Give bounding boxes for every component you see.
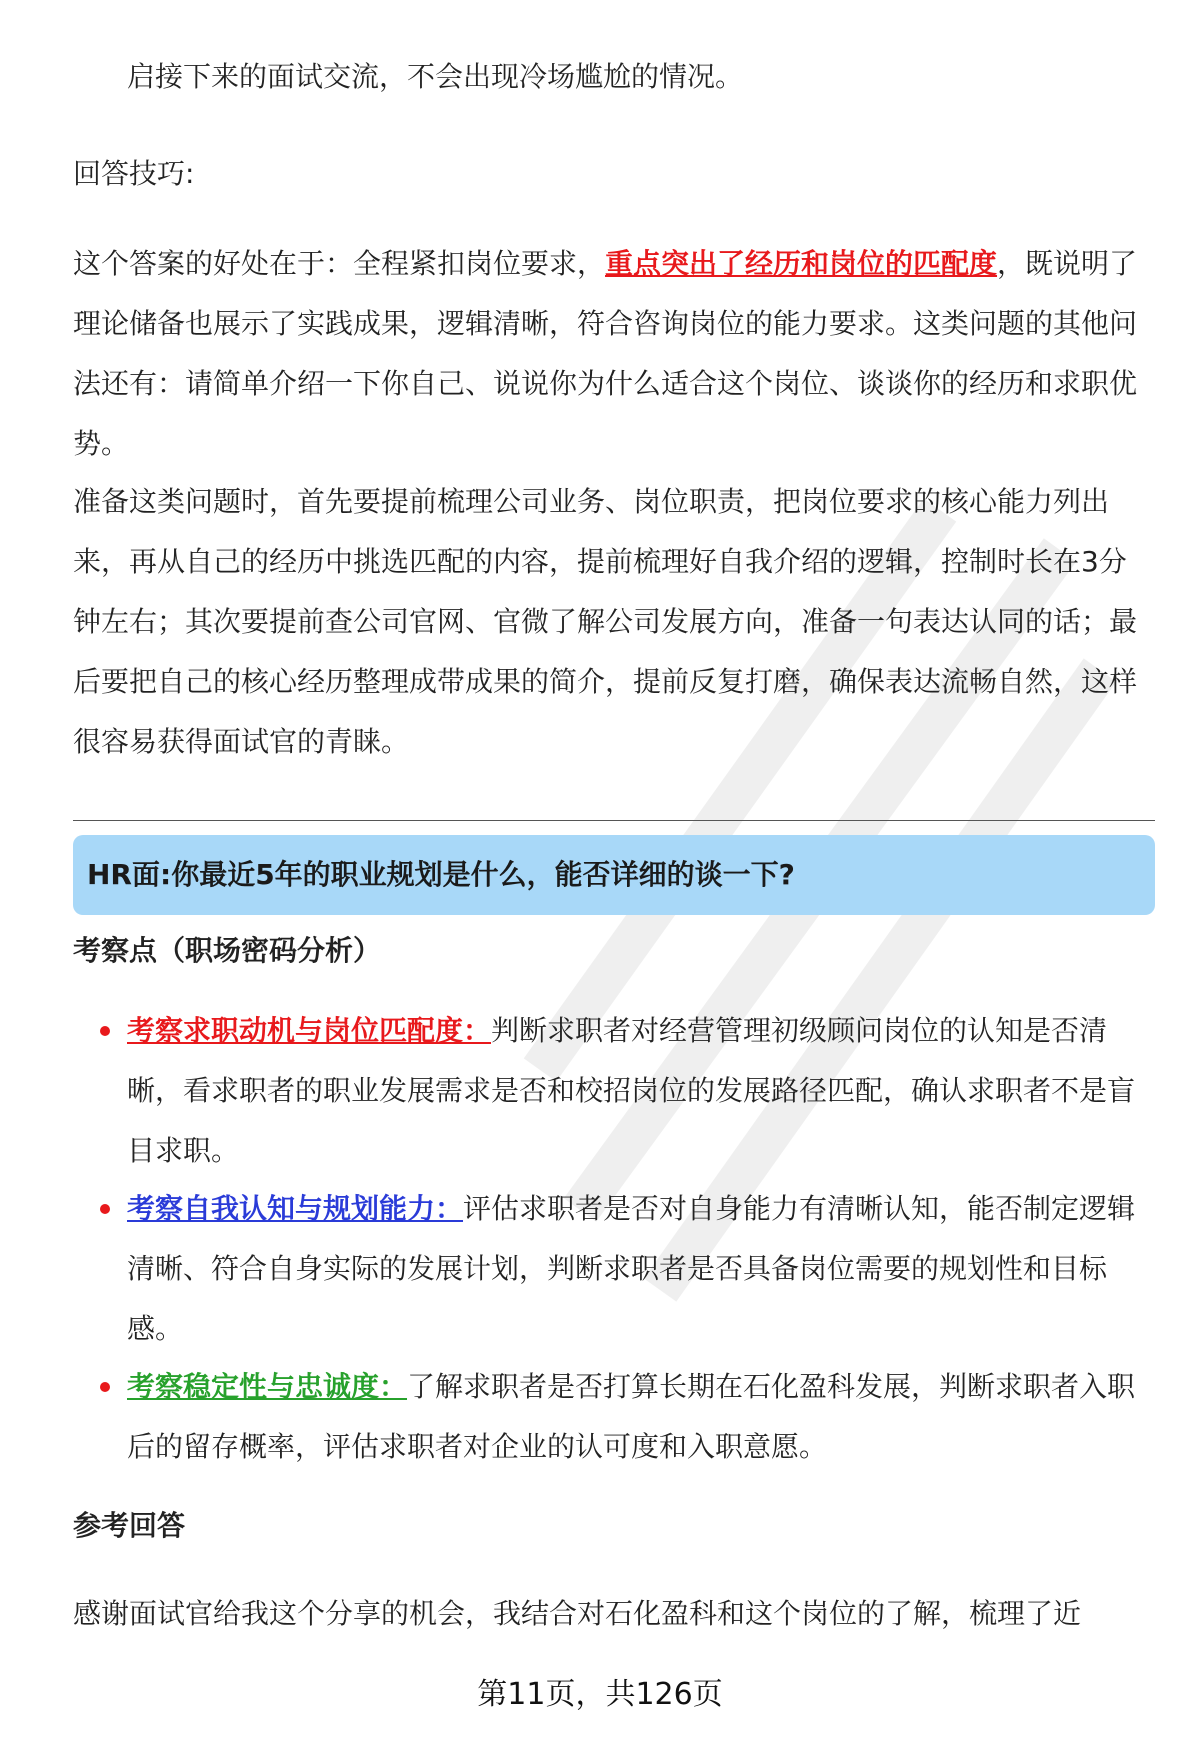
- analysis-highlight: 重点突出了经历和岗位的匹配度: [605, 247, 998, 280]
- bullet-dot: [100, 1204, 110, 1214]
- tips-label: 回答技巧:: [73, 157, 195, 190]
- bullet-dot: [100, 1382, 110, 1392]
- analysis-post: ，既说明了理论储备也展示了实践成果，逻辑清晰，符合咨询岗位的能力要求。这类问题的其他问法还有：请简单介绍一下你自己、说说你为什么适合这个岗位、谈谈你的经历和求职优势。: [73, 247, 1138, 460]
- page-number: 第11页，共126页: [477, 1677, 723, 1712]
- analysis-paragraph: [73, 234, 1145, 474]
- point-text: 判断求职者对经营管理初级顾问岗位的认知是否清晰，看求职者的职业发展需求是否和校招岗位的发展路径匹配，确认求职者不是盲目求职。: [127, 1014, 1136, 1167]
- points-heading: 考察点（职场密码分析）: [73, 934, 382, 967]
- question-banner: [73, 835, 1155, 915]
- answer-text: 感谢面试官给我这个分享的机会，我结合对石化盈科和这个岗位的了解，梳理了近: [73, 1597, 1082, 1630]
- continuation-text: 启接下来的面试交流，不会出现冷场尴尬的情况。: [127, 60, 744, 93]
- answer-heading: 参考回答: [73, 1509, 186, 1542]
- bullet-dot: [100, 1026, 110, 1036]
- point-item: [127, 1179, 1145, 1359]
- point-text: 了解求职者是否打算长期在石化盈科发展，判断求职者入职后的留存概率，评估求职者对企业的认可度和入职意愿。: [127, 1370, 1136, 1463]
- section-divider: [73, 820, 1155, 821]
- point-label: 考察自我认知与规划能力：: [127, 1192, 464, 1225]
- point-label: 考察稳定性与忠诚度：: [127, 1370, 408, 1403]
- point-item: [127, 1357, 1145, 1477]
- analysis-pre: 这个答案的好处在于：全程紧扣岗位要求，: [73, 247, 606, 280]
- point-label: 考察求职动机与岗位匹配度：: [127, 1014, 492, 1047]
- prep-paragraph: 准备这类问题时，首先要提前梳理公司业务、岗位职责，把岗位要求的核心能力列出来，再从自己的经历中挑选匹配的内容，提前梳理好自我介绍的逻辑，控制时长在3分钟左右；其次要提前查公司官网、官微了解公司发展方向，准备一句表达认同的话；最后要把自己的核心经历整理成带成果的简介，提前反复打磨，确保表达流畅自然，这样很容易获得面试官的青睐。: [73, 485, 1138, 758]
- question-title: HR面:你最近5年的职业规划是什么，能否详细的谈一下?: [87, 858, 795, 891]
- point-item: [127, 1001, 1145, 1181]
- point-text: 评估求职者是否对自身能力有清晰认知，能否制定逻辑清晰、符合自身实际的发展计划，判断求职者是否具备岗位需要的规划性和目标感。: [127, 1192, 1136, 1345]
